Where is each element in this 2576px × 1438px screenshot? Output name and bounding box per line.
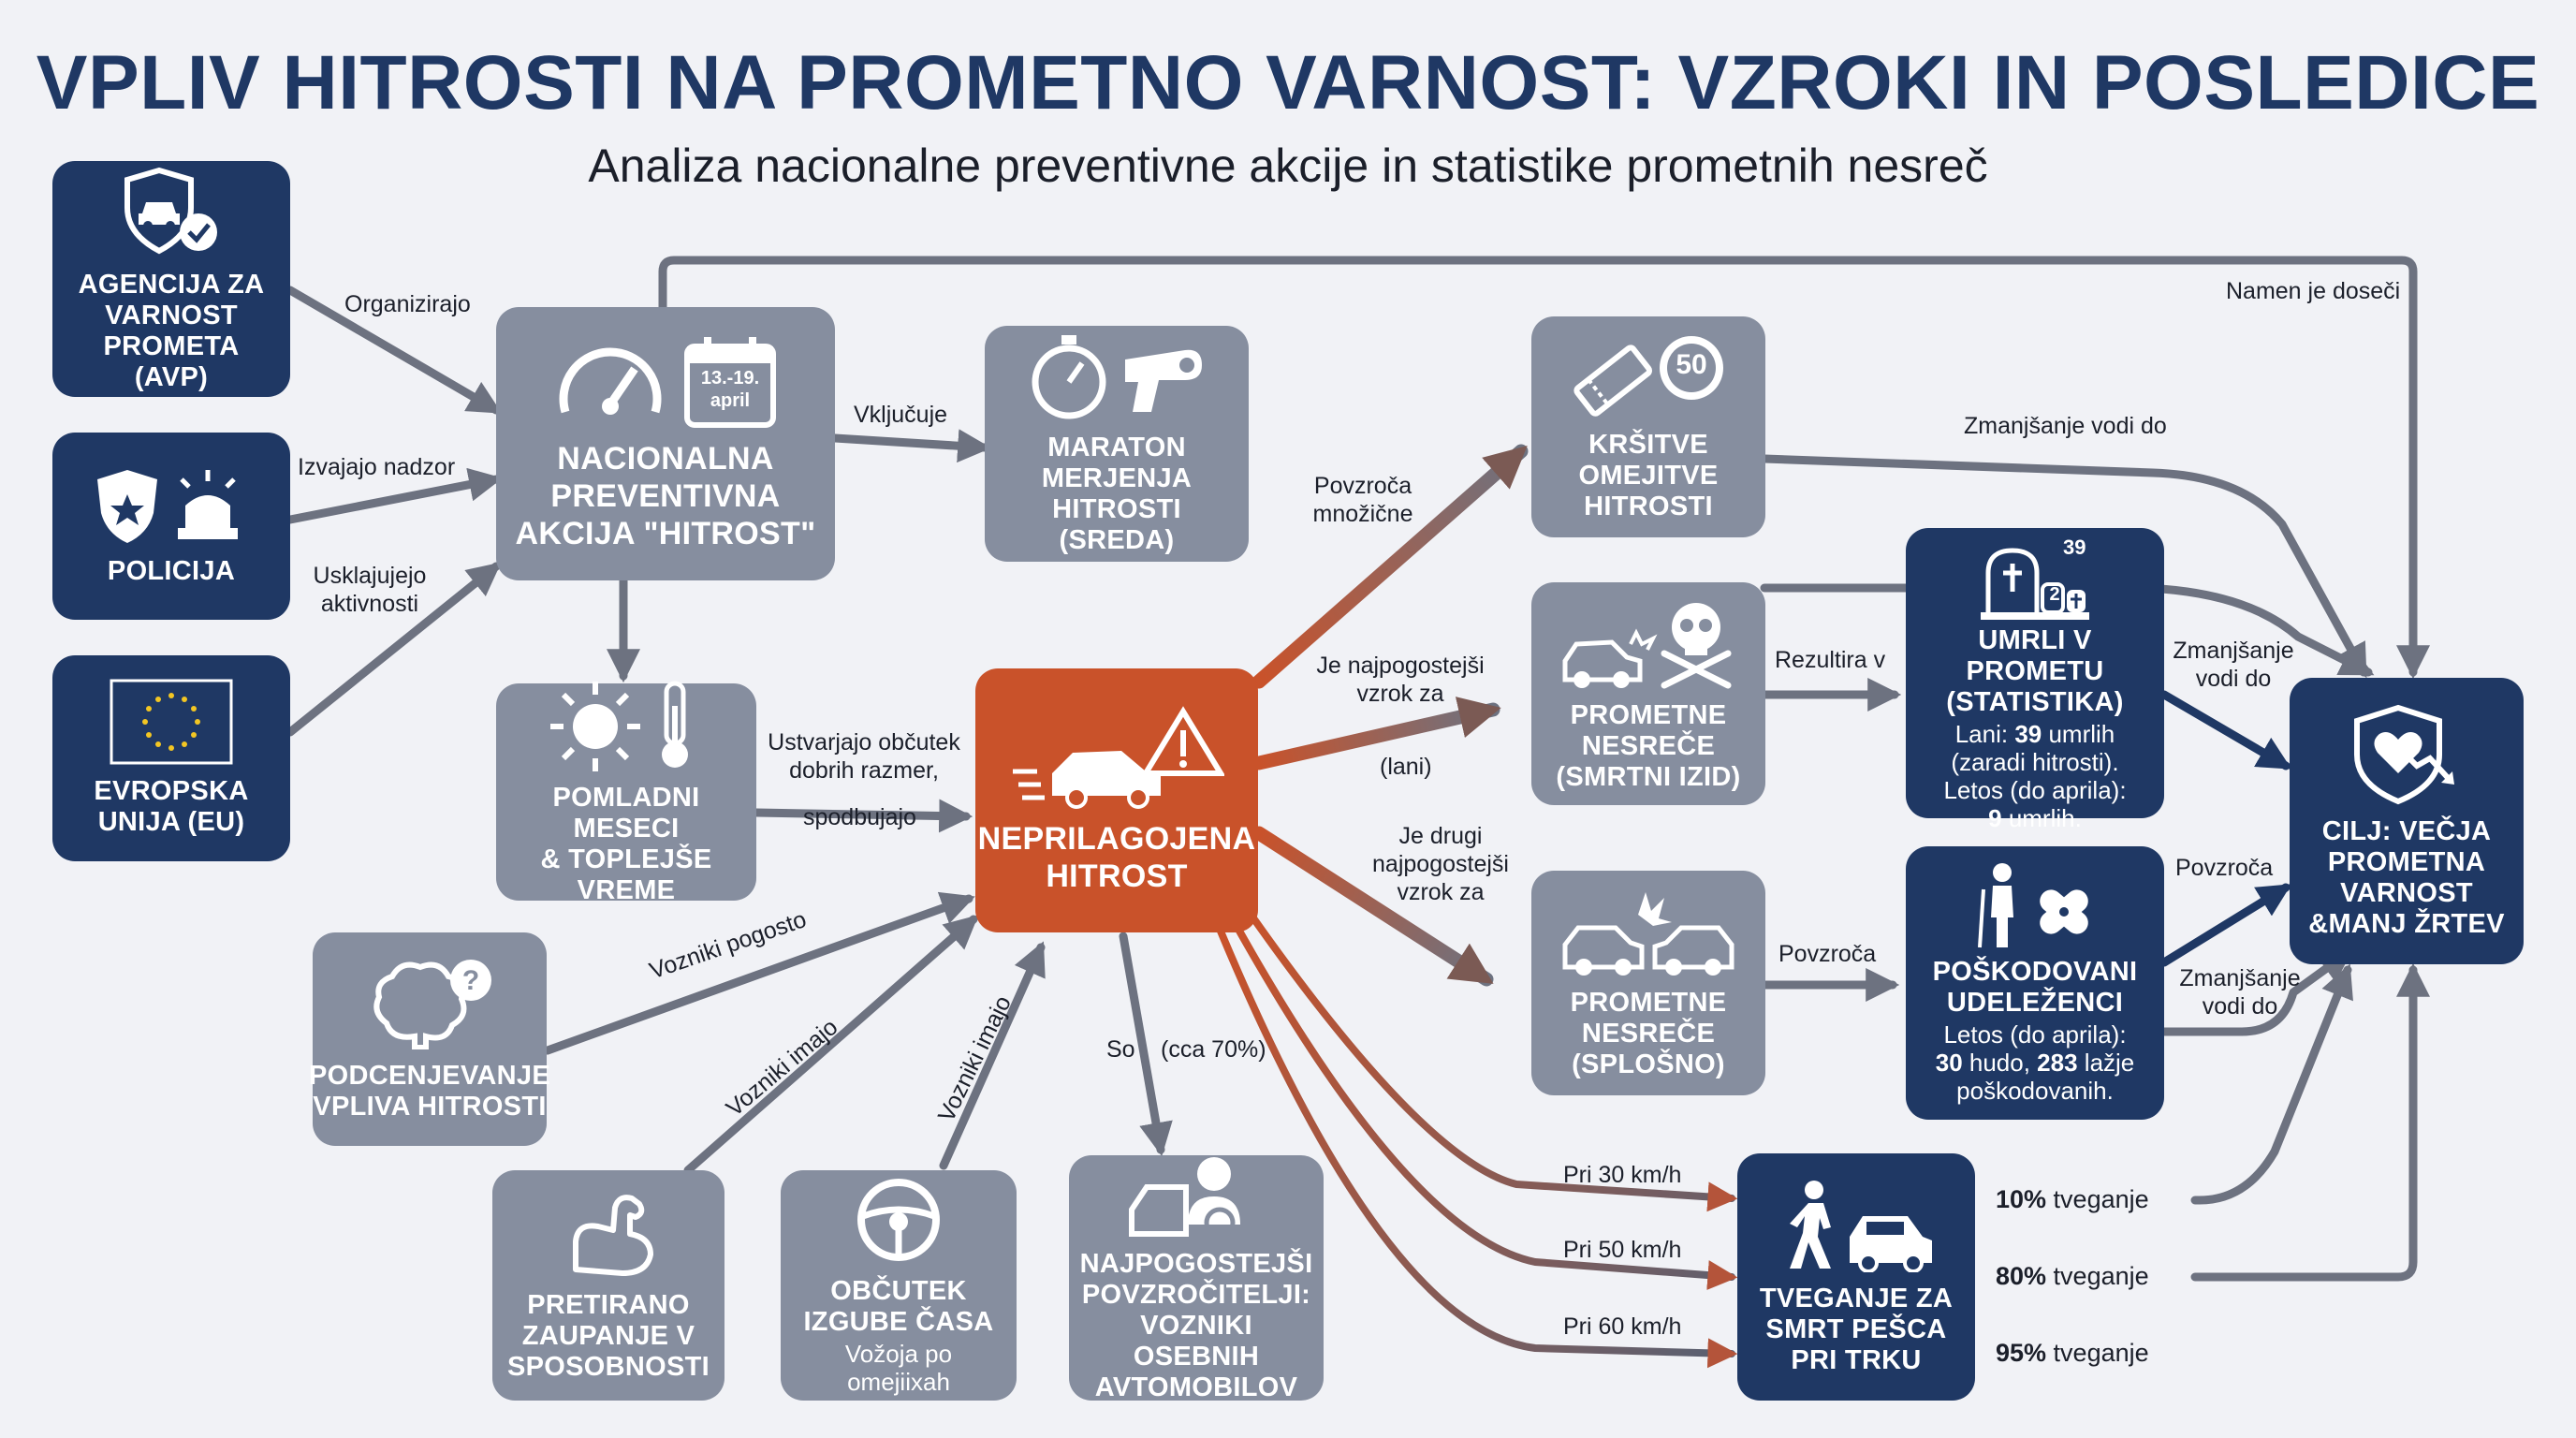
label-drugi: Je drugi najpogostejši vzrok za xyxy=(1372,823,1509,905)
page-subtitle: Analiza nacionalne preventivne akcije in statistike prometnih nesreč xyxy=(588,139,1988,192)
shield-car-icon xyxy=(120,165,223,258)
label-vkljucuje: Vključuje xyxy=(854,402,948,428)
risk-50: 80% tveganje xyxy=(1996,1262,2149,1290)
label-pri60: Pri 60 km/h xyxy=(1563,1313,1682,1340)
node-avp xyxy=(52,161,290,397)
node-krsitve xyxy=(1531,316,1765,537)
node-umrli xyxy=(1906,528,2164,832)
arrow-obcutek xyxy=(944,947,1041,1166)
calendar-date: 13.-19. april xyxy=(700,368,760,411)
svg-text:?: ? xyxy=(461,965,480,996)
arrow-policija-akcija xyxy=(290,479,496,520)
label-najpogostejsi: Je najpogostejši vzrok za xyxy=(1316,653,1485,707)
label-pogosto: Vozniki pogosto xyxy=(646,905,811,985)
pedestrian-car-icon xyxy=(1777,1179,1936,1272)
label-lani: (lani) xyxy=(1380,754,1432,780)
police-badge-siren-icon xyxy=(92,466,251,545)
label-spodbujajo: spodbujajo xyxy=(803,804,916,830)
label-imajo-1: Vozniki imajo xyxy=(721,1013,843,1123)
risk-60: 95% tveganje xyxy=(1996,1339,2149,1367)
label-izvajajo: Izvajajo nadzor xyxy=(298,454,456,480)
node-umrli-title: UMRLI V PROMETU (STATISTIKA) xyxy=(1946,625,2124,717)
node-povzrocitelji xyxy=(1069,1155,1324,1401)
node-zaupanje xyxy=(492,1170,724,1401)
node-eu-title: EVROPSKA UNIJA (EU) xyxy=(94,776,249,837)
driver-car-icon xyxy=(1126,1153,1266,1238)
arrow-to-smrtne xyxy=(1259,710,1493,763)
calendar-icon xyxy=(683,335,777,429)
node-avp-title: AGENCIJA ZA VARNOST PROMETA (AVP) xyxy=(78,270,265,392)
label-imajo-2: Vozniki imajo xyxy=(932,991,1017,1126)
arrow-poskodovani-cilj xyxy=(2164,888,2286,962)
eu-flag-icon xyxy=(110,679,233,765)
sun-thermometer-icon xyxy=(547,678,706,771)
node-obcutek xyxy=(781,1170,1017,1401)
node-podcenjevanje-title: PODCENJEVANJE VPLIVA HITROSTI xyxy=(309,1061,550,1122)
label-usklajujejo: Usklajujejo aktivnosti xyxy=(313,563,427,617)
node-obcutek-title: OBČUTEK IZGUBE ČASA xyxy=(803,1276,994,1337)
brain-question-icon xyxy=(364,956,495,1049)
label-pri50: Pri 50 km/h xyxy=(1563,1237,1682,1263)
car-crash-icon xyxy=(1559,887,1737,976)
label-namen: Namen je doseči xyxy=(2226,278,2401,304)
label-so: So xyxy=(1106,1036,1135,1063)
stopwatch-radar-gun-icon xyxy=(1028,331,1206,421)
label-zmanjsanje-3: Zmanjšanje vodi do xyxy=(2179,965,2301,1020)
crash-skull-icon xyxy=(1559,595,1737,689)
node-splosno-title: PROMETNE NESREČE (SPLOŠNO) xyxy=(1570,987,1727,1079)
node-akcija-title: NACIONALNA PREVENTIVNA AKCIJA "HITROST" xyxy=(515,441,816,551)
node-obcutek-sub: Vožoja po omejiixah xyxy=(844,1340,953,1396)
label-cca: (cca 70%) xyxy=(1161,1036,1266,1063)
node-policija xyxy=(52,433,290,620)
umrli-badge-top: 39 xyxy=(2063,536,2086,559)
node-maraton xyxy=(985,326,1249,562)
injured-bandage-icon xyxy=(1974,861,2096,951)
ticket-speed-sign-icon xyxy=(1564,332,1733,418)
shield-heart-icon xyxy=(2346,702,2467,805)
node-poskodovani-title: POŠKODOVANI UDELEŽENCI xyxy=(1932,957,2138,1018)
label-zmanjsanje-2: Zmanjšanje vodi do xyxy=(2173,638,2294,692)
label-zmanjsanje-1: Zmanjšanje vodi do xyxy=(1964,413,2167,439)
label-ustvarjajo: Ustvarjajo občutek dobrih razmer, xyxy=(768,729,960,784)
steering-wheel-icon xyxy=(854,1175,944,1265)
flexed-arm-icon xyxy=(557,1189,660,1279)
node-akcija xyxy=(496,307,835,580)
node-krsitve-title: KRŠITVE OMEJITVE HITROSTI xyxy=(1578,429,1719,521)
node-maraton-title: MARATON MERJENJA HITROSTI (SREDA) xyxy=(1041,433,1193,555)
node-umrli-stats: Lani: 39 umrlih (zaradi hitrosti). Letos (do aprila): 9 umrlih. xyxy=(1943,720,2127,832)
speeding-car-warning-icon xyxy=(1009,706,1224,809)
node-cilj-title: CILJ: VEČJA PROMETNA VARNOST &MANJ ŽRTEV xyxy=(2308,816,2505,939)
node-cilj xyxy=(2290,678,2524,964)
node-smrtne-title: PROMETNE NESREČE (SMRTNI IZID) xyxy=(1556,699,1741,792)
node-neprilagojena-title: NEPRILAGOJENA HITROST xyxy=(977,821,1256,894)
label-pri30: Pri 30 km/h xyxy=(1563,1162,1682,1188)
node-policija-title: POLICIJA xyxy=(107,555,236,586)
node-tveganje-title: TVEGANJE ZA SMRT PEŠCA PRI TRKU xyxy=(1759,1283,1954,1375)
label-mnozicne: Povzroča množične xyxy=(1312,473,1413,527)
label-rezultira: Rezultira v xyxy=(1775,647,1886,673)
node-poskodovani xyxy=(1906,846,2164,1120)
node-splosno xyxy=(1531,871,1765,1095)
label-povzroca-splosno: Povzroča xyxy=(1778,941,1877,967)
speedometer-calendar-icon xyxy=(554,335,777,429)
risk-30: 10% tveganje xyxy=(1996,1185,2149,1213)
node-eu xyxy=(52,655,290,861)
node-tveganje xyxy=(1737,1153,1975,1401)
arrow-akcija-maraton xyxy=(835,438,985,448)
speed-sign-value: 50 xyxy=(1676,348,1707,380)
label-organizirajo: Organizirajo xyxy=(344,291,471,317)
gravestone-icon xyxy=(1979,536,2091,620)
node-neprilagojena xyxy=(975,668,1258,932)
node-povzrocitelji-title: NAJPOGOSTEJŠI POVZROČITELJI: VOZNIKI OSEBNIH AVTOMOBILOV xyxy=(1079,1248,1313,1402)
page-title: VPLIV HITROSTI NA PROMETNO VARNOST: VZROKI IN POSLEDICE xyxy=(36,40,2540,125)
umrli-badge-small: 2 xyxy=(2049,584,2060,605)
node-pomladni-title: POMLADNI MESECI & TOPLEJŠE VREME xyxy=(540,783,712,905)
node-zaupanje-title: PRETIRANO ZAUPANJE V SPOSOBNOSTI xyxy=(507,1289,710,1382)
node-pomladni xyxy=(496,683,756,905)
label-povzroca-poskodovani: Povzroča xyxy=(2175,855,2274,881)
node-podcenjevanje xyxy=(309,932,550,1146)
arrow-umrli-cilj xyxy=(2164,695,2286,766)
node-smrtne xyxy=(1531,582,1765,805)
node-poskodovani-stats: Letos (do aprila): 30 hudo, 283 lažje poškodovanih. xyxy=(1935,1020,2135,1105)
